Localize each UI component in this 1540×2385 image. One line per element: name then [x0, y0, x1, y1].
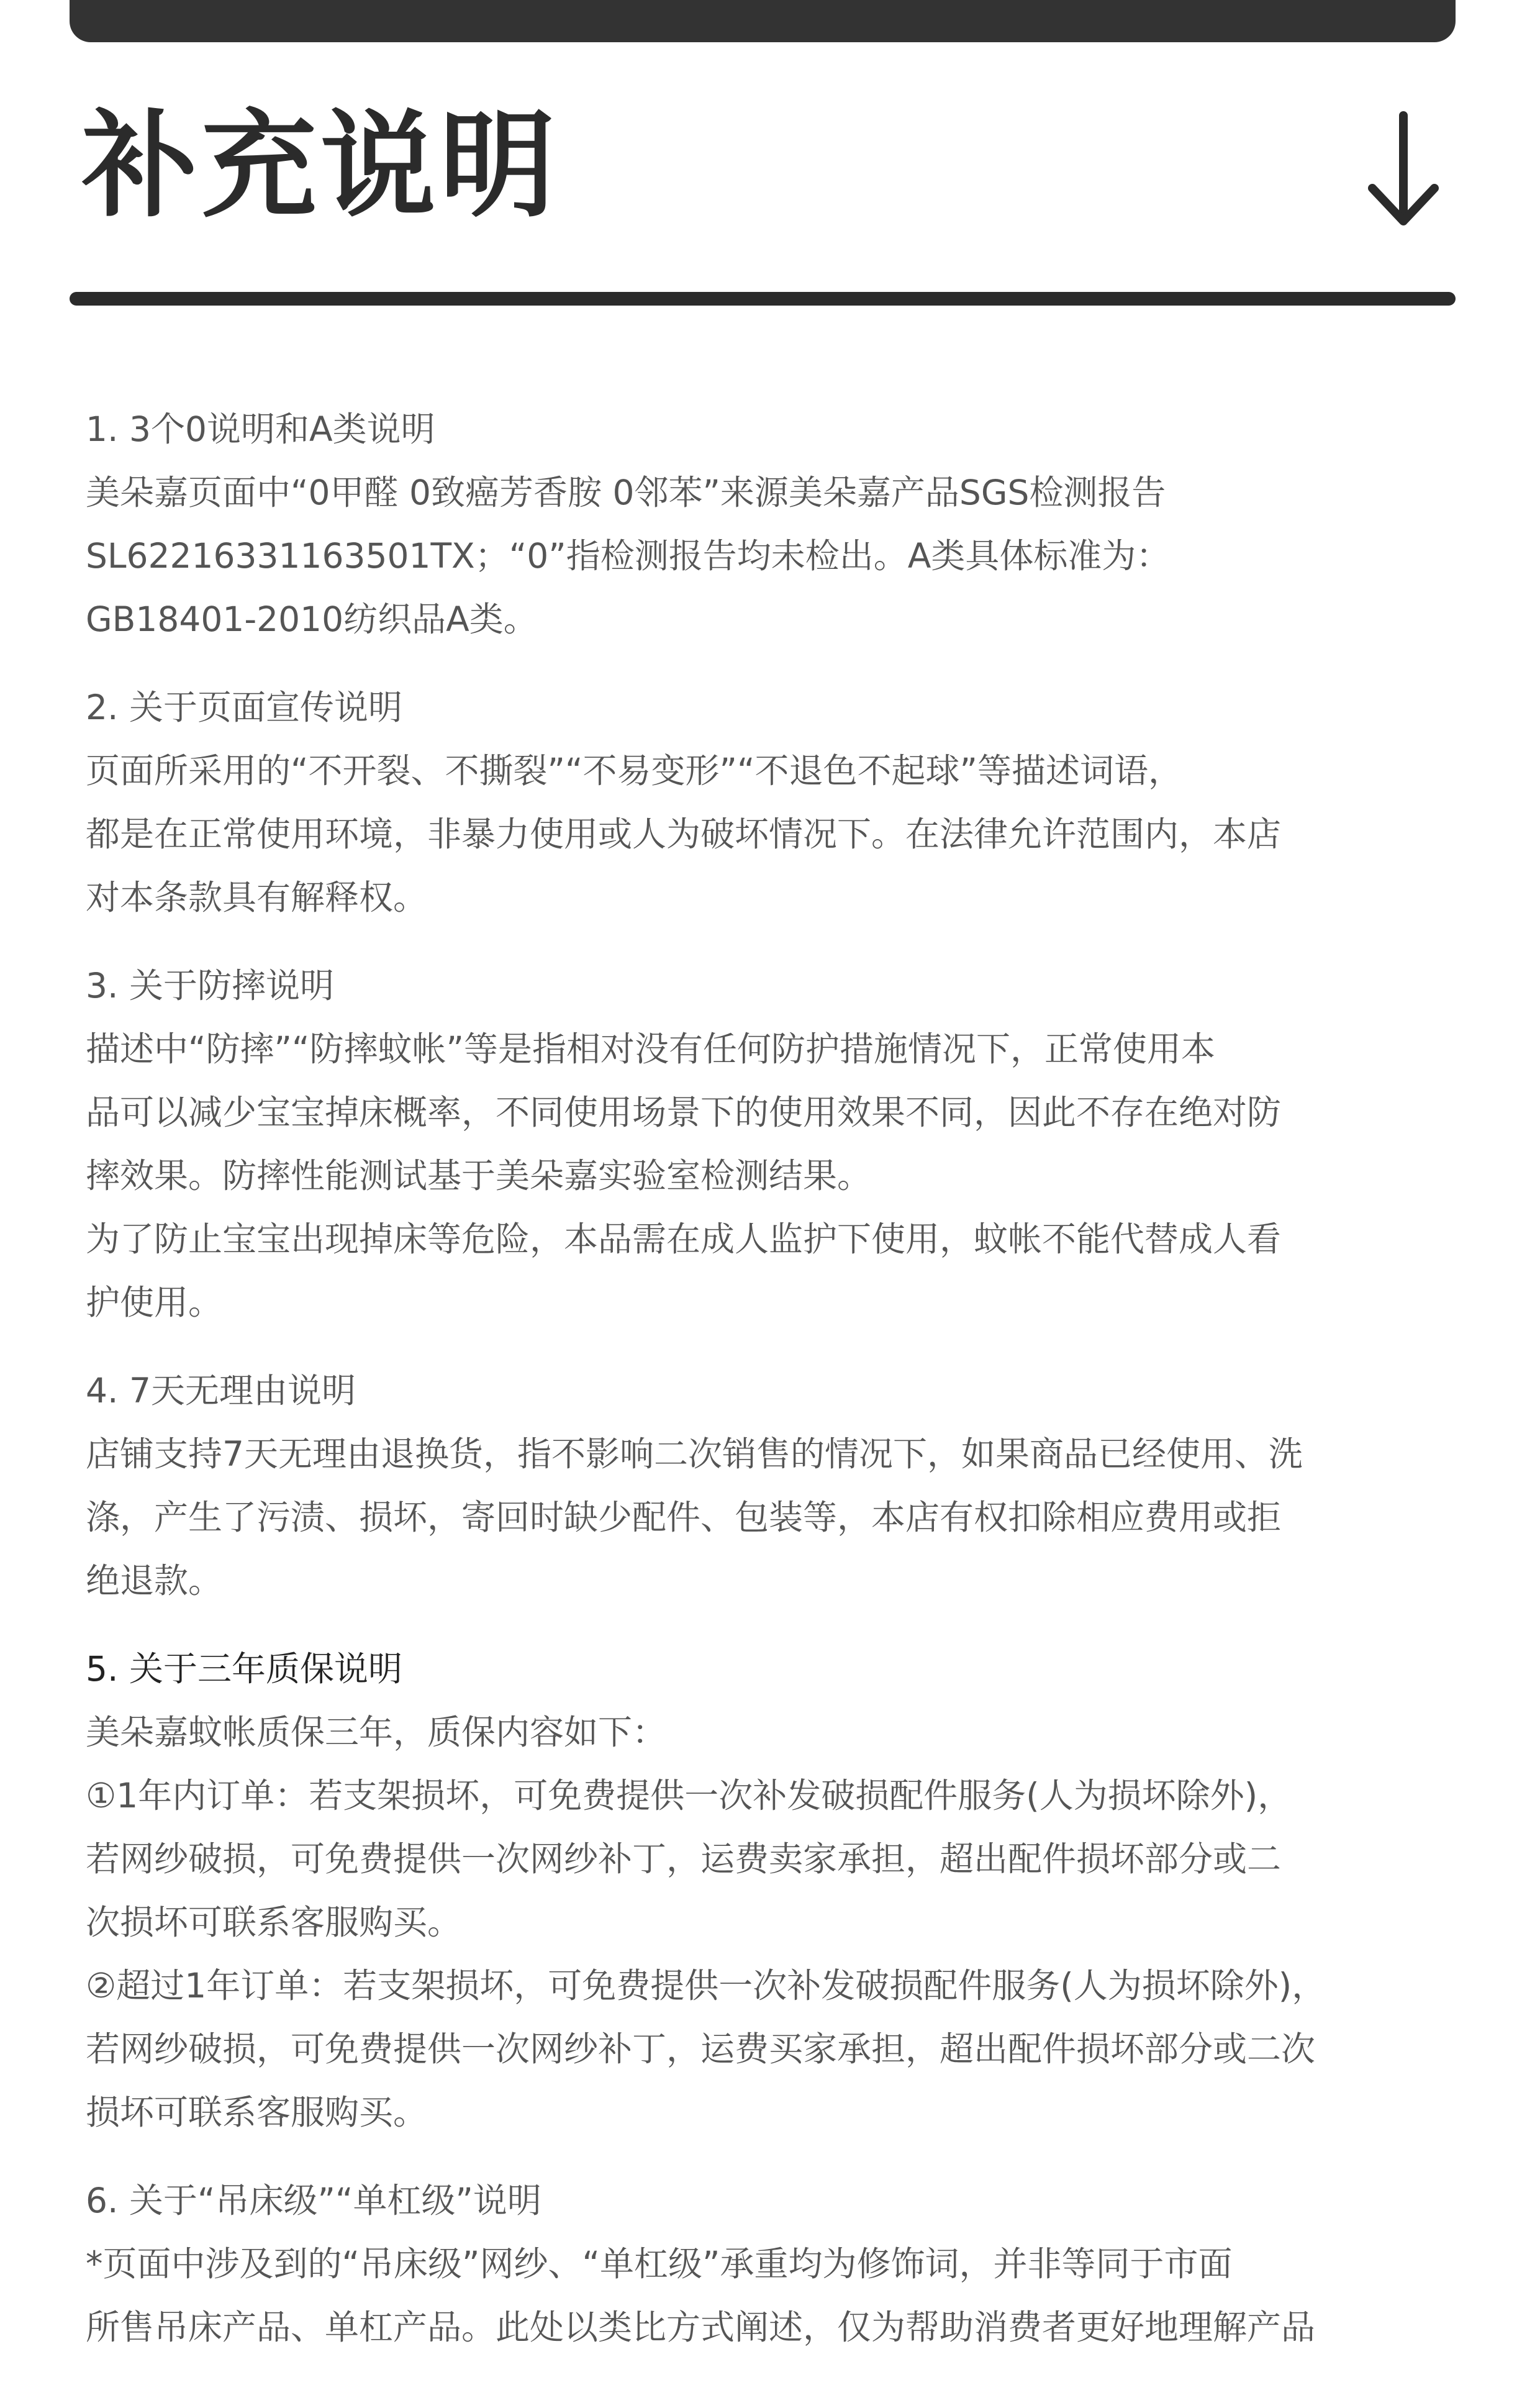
section-hammock-grade — [86, 2169, 1452, 2359]
section-title: 1. 3个0说明和A类说明 — [86, 409, 435, 449]
section-fall-protection — [86, 954, 1452, 1334]
notes-content — [86, 398, 1452, 2384]
paragraph-line: 涤，产生了污渍、损坏，寄回时缺少配件、包装等，本店有权扣除相应费用或拒 — [86, 1497, 1282, 1537]
section-3-zeros — [86, 398, 1452, 651]
paragraph-line: *页面中涉及到的“吊床级”网纱、“单杠级”承重均为修饰词，并非等同于市面 — [86, 2244, 1233, 2284]
paragraph-line: 所售吊床产品、单杠产品。此处以类比方式阐述，仅为帮助消费者更好地理解产品 — [86, 2307, 1316, 2347]
section-title: 4. 7天无理由说明 — [86, 1371, 356, 1411]
paragraph-line: ②超过1年订单：若支架损坏，可免费提供一次补发破损配件服务(人为损坏除外)， — [86, 1966, 1326, 2006]
section-promotion — [86, 676, 1452, 929]
paragraph-line: 都是在正常使用环境，非暴力使用或人为破坏情况下。在法律允许范围内，本店 — [86, 814, 1282, 854]
paragraph-line: SL62216331163501TX；“0”指检测报告均未检出。A类具体标准为： — [86, 536, 1171, 576]
arrow-down-icon — [1366, 111, 1441, 229]
paragraph-line: 若网纱破损，可免费提供一次网纱补丁，运费卖家承担，超出配件损坏部分或二 — [86, 1839, 1282, 1879]
paragraph-line: 若网纱破损，可免费提供一次网纱补丁，运费买家承担，超出配件损坏部分或二次 — [86, 2029, 1316, 2069]
section-title: 6. 关于“吊床级”“单杠级”说明 — [86, 2181, 541, 2220]
paragraph-line: 摔效果。防摔性能测试基于美朵嘉实验室检测结果。 — [86, 1156, 872, 1196]
paragraph-line: 美朵嘉页面中“0甲醛 0致癌芳香胺 0邻苯”来源美朵嘉产品SGS检测报告 — [86, 473, 1166, 512]
section-title: 5. 关于三年质保说明 — [86, 1649, 402, 1689]
page-title: 补充说明 — [82, 98, 559, 233]
top-bar — [70, 0, 1456, 42]
paragraph-line: 页面所采用的“不开裂、不撕裂”“不易变形”“不退色不起球”等描述词语， — [86, 751, 1182, 791]
paragraph-line: 对本条款具有解释权。 — [86, 878, 428, 917]
paragraph-line: GB18401-2010纺织品A类。 — [86, 599, 538, 639]
section-title: 3. 关于防摔说明 — [86, 966, 334, 1006]
paragraph-line: 损坏可联系客服购买。 — [86, 2092, 428, 2132]
paragraph-line: 描述中“防摔”“防摔蚊帐”等是指相对没有任何防护措施情况下，正常使用本 — [86, 1029, 1215, 1069]
paragraph-line: 护使用。 — [86, 1283, 223, 1322]
section-title: 2. 关于页面宣传说明 — [86, 688, 402, 727]
paragraph-line: 次损坏可联系客服购买。 — [86, 1902, 462, 1942]
section-warranty — [86, 1637, 1452, 2144]
paragraph-line: ①1年内订单：若支架损坏，可免费提供一次补发破损配件服务(人为损坏除外)， — [86, 1776, 1292, 1815]
paragraph-line: 为了防止宝宝出现掉床等危险，本品需在成人监护下使用，蚊帐不能代替成人看 — [86, 1219, 1282, 1259]
section-7-day-return — [86, 1359, 1452, 1612]
paragraph-line: 店铺支持7天无理由退换货，指不影响二次销售的情况下，如果商品已经使用、洗 — [86, 1434, 1303, 1474]
title-divider — [70, 292, 1456, 306]
paragraph-line: 美朵嘉蚊帐质保三年，质保内容如下： — [86, 1712, 667, 1752]
paragraph-line: 品可以减少宝宝掉床概率，不同使用场景下的使用效果不同，因此不存在绝对防 — [86, 1093, 1282, 1132]
paragraph-line: 绝退款。 — [86, 1561, 223, 1601]
